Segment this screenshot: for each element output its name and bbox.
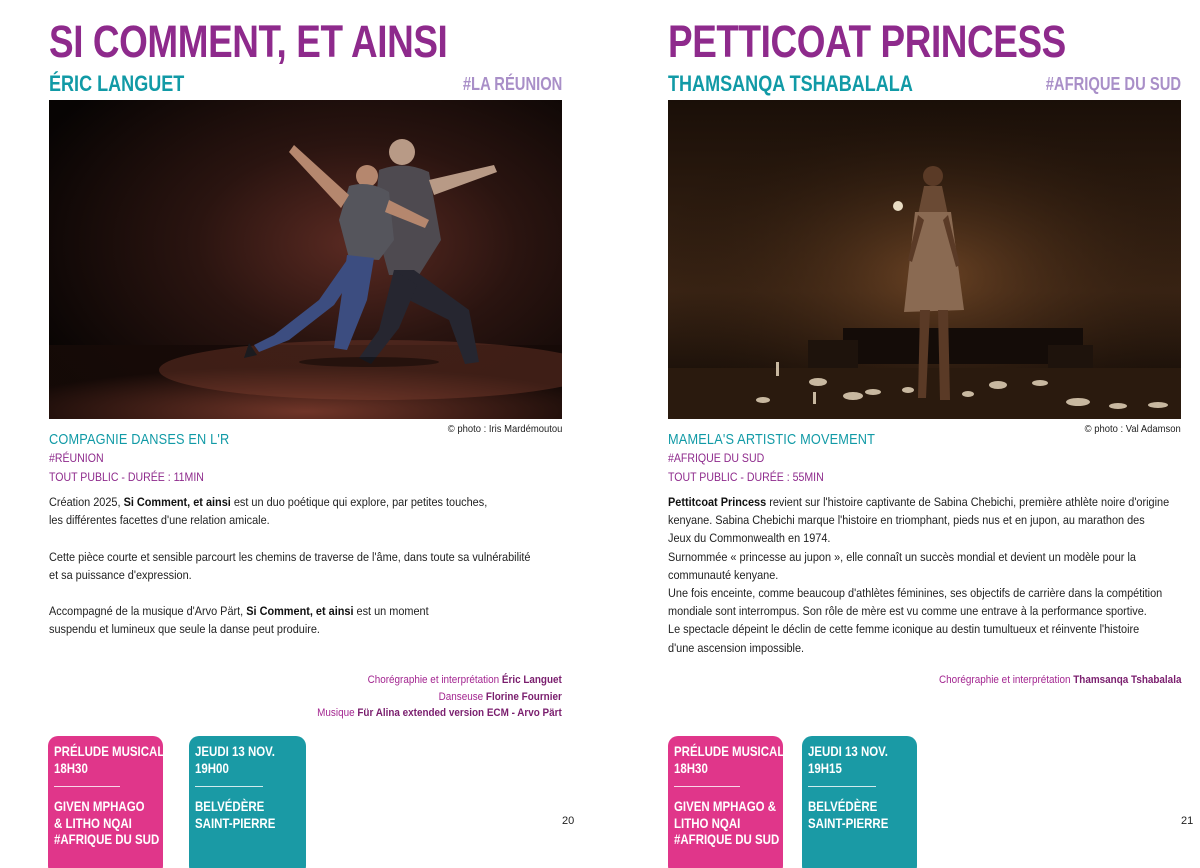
audience-duration: TOUT PUBLIC - DURÉE : 11MIN xyxy=(49,470,204,484)
description-line: Le spectacle dépeint le déclin de cette femme iconique au destin tumultueux et réinvente l'histoire xyxy=(668,622,1140,637)
credit-line: Chorégraphie et interprétation Thamsanqa Tshabalala xyxy=(938,674,1181,686)
description-line: Une fois enceinte, comme beaucoup d'athlètes féminines, ses objectifs de carrière dans la compétition xyxy=(668,586,1163,601)
photo-credit: © photo : Val Adamson xyxy=(1084,423,1181,435)
show-title: SI COMMENT, ET AINSI xyxy=(49,16,448,67)
description xyxy=(668,493,1188,657)
page-number: 21 xyxy=(1181,815,1194,827)
audience-duration: TOUT PUBLIC - DURÉE : 55MIN xyxy=(668,470,824,484)
description-line: communauté kenyane. xyxy=(668,567,779,582)
region-tag: #LA RÉUNION xyxy=(462,74,562,94)
company-name: COMPAGNIE DANSES EN L'R xyxy=(49,431,230,448)
description-line: Pettitcoat Princess revient sur l'histoire captivante de Sabina Chebichi, première athlète noire d'origine xyxy=(668,495,1170,509)
credit-line: Musique Für Alina extended version ECM - Arvo Pärt xyxy=(317,707,562,719)
description-line: mondiale sont interrompus. Son rôle de mère est vu comme une entrave à la performance sportive. xyxy=(668,604,1147,619)
show-photo xyxy=(49,100,562,419)
credits xyxy=(290,672,562,722)
card-divider xyxy=(808,786,876,787)
artist-name: THAMSANQA TSHABALALA xyxy=(668,71,913,96)
credits xyxy=(912,672,1181,689)
solo-dancer-photo xyxy=(668,100,1181,419)
description-line: d'une ascension impossible. xyxy=(668,640,805,655)
show-title: PETTICOAT PRINCESS xyxy=(668,16,1066,67)
page-right xyxy=(600,0,1200,868)
show-photo xyxy=(668,100,1181,419)
credit-line: Chorégraphie et interprétation Éric Languet xyxy=(367,674,562,686)
description xyxy=(49,493,569,639)
description-line: suspendu et lumineux que seule la danse peut produire. xyxy=(49,622,320,637)
company-name: MAMELA'S ARTISTIC MOVEMENT xyxy=(668,431,876,448)
card-divider xyxy=(195,786,263,787)
card-divider xyxy=(674,786,740,787)
card-divider xyxy=(54,786,120,787)
description-line: Accompagné de la musique d'Arvo Pärt, Si Comment, et ainsi est un moment xyxy=(49,604,429,619)
company-tag: #RÉUNION xyxy=(49,451,104,465)
description-line: les différentes facettes d'une relation amicale. xyxy=(49,513,270,528)
photo-credit: © photo : Iris Mardémoutou xyxy=(447,423,562,435)
company-tag: #AFRIQUE DU SUD xyxy=(668,451,765,465)
credit-line: Danseuse Florine Fournier xyxy=(438,690,562,703)
artist-name: ÉRIC LANGUET xyxy=(49,71,185,96)
date-card: JEUDI 13 NOV. 19H00 BELVÉDÈRE SAINT-PIERRE xyxy=(189,736,306,868)
region-tag: #AFRIQUE DU SUD xyxy=(1045,74,1181,94)
description-line: kenyane. Sabina Chebichi marque l'histoire en triomphant, pieds nus et en jupon, au marathon des xyxy=(668,513,1145,528)
description-line: Jeux du Commonwealth en 1974. xyxy=(668,531,831,546)
description-line: Surnommée « princesse au jupon », elle connaît un succès mondial et devient un modèle pour la xyxy=(668,549,1136,564)
date-card: JEUDI 13 NOV. 19H15 BELVÉDÈRE SAINT-PIERRE xyxy=(802,736,917,868)
description-line: Création 2025, Si Comment, et ainsi est un duo poétique qui explore, par petites touches, xyxy=(49,495,488,509)
description-line: et sa puissance d'expression. xyxy=(49,567,192,582)
page-number: 20 xyxy=(562,815,575,827)
dance-duo-photo xyxy=(49,100,562,419)
prelude-card: PRÉLUDE MUSICAL 18H30 GIVEN MPHAGO & LITHO NQAI #AFRIQUE DU SUD xyxy=(48,736,163,868)
description-line: Cette pièce courte et sensible parcourt les chemins de traverse de l'âme, dans toute sa vulnérabilité xyxy=(49,549,531,564)
prelude-card: PRÉLUDE MUSICAL 18H30 GIVEN MPHAGO & LITHO NQAI #AFRIQUE DU SUD xyxy=(668,736,783,868)
